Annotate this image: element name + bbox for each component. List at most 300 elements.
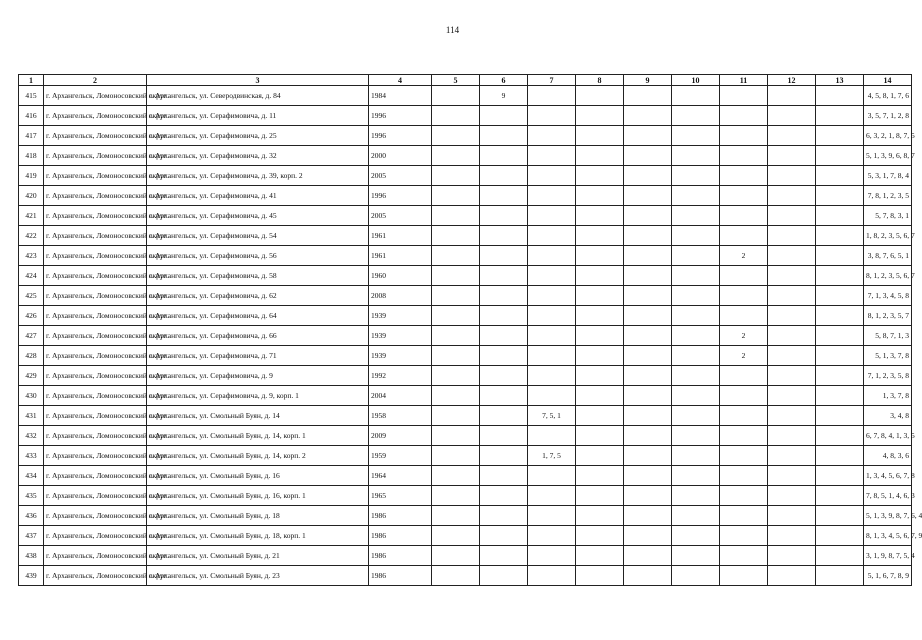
col12-cell <box>768 226 816 246</box>
col8-cell <box>576 246 624 266</box>
column-header-8: 8 <box>576 75 624 86</box>
col5-cell <box>432 526 480 546</box>
column-header-3: 3 <box>147 75 369 86</box>
address-cell: г. Архангельск, ул. Серафимовича, д. 25 <box>147 126 369 146</box>
column-header-11: 11 <box>720 75 768 86</box>
col9-cell <box>624 226 672 246</box>
column-header-7: 7 <box>528 75 576 86</box>
col12-cell <box>768 106 816 126</box>
col10-cell <box>672 306 720 326</box>
year-cell: 2004 <box>369 386 432 406</box>
address-cell: г. Архангельск, ул. Серафимовича, д. 41 <box>147 186 369 206</box>
address-cell: г. Архангельск, ул. Серафимовича, д. 9, корп. 1 <box>147 386 369 406</box>
row-number-cell: 430 <box>19 386 44 406</box>
col12-cell <box>768 206 816 226</box>
col12-cell <box>768 426 816 446</box>
row-number-cell: 428 <box>19 346 44 366</box>
col10-cell <box>672 126 720 146</box>
col13-cell <box>816 426 864 446</box>
col12-cell <box>768 186 816 206</box>
col11-cell <box>720 286 768 306</box>
col14-cell: 8, 1, 2, 3, 5, 6, 7 <box>864 266 912 286</box>
table-row <box>19 406 912 426</box>
col6-cell <box>480 186 528 206</box>
col13-cell <box>816 366 864 386</box>
table-row <box>19 146 912 166</box>
col12-cell <box>768 526 816 546</box>
col6-cell <box>480 246 528 266</box>
col12-cell <box>768 246 816 266</box>
col14-cell: 1, 3, 7, 8 <box>864 386 912 406</box>
district-cell: г. Архангельск, Ломоносовский округ <box>44 486 147 506</box>
address-cell: г. Архангельск, ул. Серафимовича, д. 11 <box>147 106 369 126</box>
table-row <box>19 326 912 346</box>
col5-cell <box>432 186 480 206</box>
row-number-cell: 424 <box>19 266 44 286</box>
col10-cell <box>672 566 720 586</box>
col13-cell <box>816 466 864 486</box>
col11-cell: 2 <box>720 246 768 266</box>
col13-cell <box>816 146 864 166</box>
address-cell: г. Архангельск, ул. Смольный Буян, д. 18 <box>147 506 369 526</box>
col9-cell <box>624 546 672 566</box>
col10-cell <box>672 166 720 186</box>
col12-cell <box>768 266 816 286</box>
col5-cell <box>432 566 480 586</box>
col6-cell <box>480 426 528 446</box>
col9-cell <box>624 526 672 546</box>
col8-cell <box>576 506 624 526</box>
col6-cell <box>480 286 528 306</box>
col8-cell <box>576 566 624 586</box>
col7-cell: 7, 5, 1 <box>528 406 576 426</box>
row-number-cell: 417 <box>19 126 44 146</box>
row-number-cell: 431 <box>19 406 44 426</box>
col11-cell <box>720 186 768 206</box>
col14-cell: 6, 7, 8, 4, 1, 3, 5 <box>864 426 912 446</box>
registry-table <box>18 74 922 586</box>
district-cell: г. Архангельск, Ломоносовский округ <box>44 166 147 186</box>
col13-cell <box>816 566 864 586</box>
col7-cell <box>528 206 576 226</box>
col11-cell <box>720 506 768 526</box>
year-cell: 1939 <box>369 306 432 326</box>
table-row <box>19 306 912 326</box>
district-cell: г. Архангельск, Ломоносовский округ <box>44 226 147 246</box>
table-row <box>19 526 912 546</box>
address-cell: г. Архангельск, ул. Серафимовича, д. 66 <box>147 326 369 346</box>
col11-cell: 2 <box>720 346 768 366</box>
district-cell: г. Архангельск, Ломоносовский округ <box>44 366 147 386</box>
col14-cell: 5, 8, 7, 1, 3 <box>864 326 912 346</box>
year-cell: 1960 <box>369 266 432 286</box>
col8-cell <box>576 426 624 446</box>
row-number-cell: 420 <box>19 186 44 206</box>
col12-cell <box>768 506 816 526</box>
col13-cell <box>816 406 864 426</box>
col5-cell <box>432 166 480 186</box>
col9-cell <box>624 366 672 386</box>
col14-cell: 7, 8, 5, 1, 4, 6, 3 <box>864 486 912 506</box>
col8-cell <box>576 186 624 206</box>
col10-cell <box>672 86 720 106</box>
col14-cell: 8, 1, 3, 4, 5, 6, 7, 9 <box>864 526 912 546</box>
col10-cell <box>672 486 720 506</box>
col12-cell <box>768 126 816 146</box>
col13-cell <box>816 226 864 246</box>
col13-cell <box>816 266 864 286</box>
col11-cell <box>720 166 768 186</box>
table-row <box>19 506 912 526</box>
column-header-5: 5 <box>432 75 480 86</box>
address-cell: г. Архангельск, ул. Смольный Буян, д. 14 <box>147 406 369 426</box>
year-cell: 2000 <box>369 146 432 166</box>
address-cell: г. Архангельск, ул. Серафимовича, д. 39, корп. 2 <box>147 166 369 186</box>
address-cell: г. Архангельск, ул. Смольный Буян, д. 16, корп. 1 <box>147 486 369 506</box>
row-number-cell: 437 <box>19 526 44 546</box>
col6-cell <box>480 486 528 506</box>
address-cell: г. Архангельск, ул. Смольный Буян, д. 23 <box>147 566 369 586</box>
district-cell: г. Архангельск, Ломоносовский округ <box>44 446 147 466</box>
table-row <box>19 346 912 366</box>
col11-cell <box>720 126 768 146</box>
col8-cell <box>576 286 624 306</box>
district-cell: г. Архангельск, Ломоносовский округ <box>44 386 147 406</box>
column-header-12: 12 <box>768 75 816 86</box>
col10-cell <box>672 266 720 286</box>
district-cell: г. Архангельск, Ломоносовский округ <box>44 126 147 146</box>
col14-cell: 3, 4, 8 <box>864 406 912 426</box>
col6-cell <box>480 346 528 366</box>
col9-cell <box>624 126 672 146</box>
col13-cell <box>816 346 864 366</box>
col10-cell <box>672 286 720 306</box>
district-cell: г. Архангельск, Ломоносовский округ <box>44 246 147 266</box>
row-number-cell: 418 <box>19 146 44 166</box>
col9-cell <box>624 346 672 366</box>
col5-cell <box>432 326 480 346</box>
col6-cell <box>480 446 528 466</box>
col6-cell <box>480 506 528 526</box>
col5-cell <box>432 146 480 166</box>
year-cell: 1939 <box>369 326 432 346</box>
col8-cell <box>576 526 624 546</box>
table-row <box>19 126 912 146</box>
year-cell: 2009 <box>369 426 432 446</box>
row-number-cell: 436 <box>19 506 44 526</box>
col6-cell <box>480 226 528 246</box>
col6-cell <box>480 366 528 386</box>
col12-cell <box>768 146 816 166</box>
district-cell: г. Архангельск, Ломоносовский округ <box>44 266 147 286</box>
district-cell: г. Архангельск, Ломоносовский округ <box>44 186 147 206</box>
col10-cell <box>672 406 720 426</box>
page-number: 114 <box>445 25 460 35</box>
row-number-cell: 429 <box>19 366 44 386</box>
district-cell: г. Архангельск, Ломоносовский округ <box>44 346 147 366</box>
col7-cell <box>528 426 576 446</box>
col6-cell <box>480 326 528 346</box>
col5-cell <box>432 226 480 246</box>
table-row <box>19 266 912 286</box>
year-cell: 1961 <box>369 226 432 246</box>
year-cell: 1939 <box>369 346 432 366</box>
col12-cell <box>768 166 816 186</box>
address-cell: г. Архангельск, ул. Серафимовича, д. 62 <box>147 286 369 306</box>
row-number-cell: 423 <box>19 246 44 266</box>
col10-cell <box>672 526 720 546</box>
col11-cell <box>720 106 768 126</box>
col9-cell <box>624 566 672 586</box>
col7-cell <box>528 506 576 526</box>
col11-cell <box>720 426 768 446</box>
address-cell: г. Архангельск, ул. Серафимовича, д. 56 <box>147 246 369 266</box>
col12-cell <box>768 546 816 566</box>
table-row <box>19 166 912 186</box>
col12-cell <box>768 306 816 326</box>
row-number-cell: 416 <box>19 106 44 126</box>
district-cell: г. Архангельск, Ломоносовский округ <box>44 326 147 346</box>
col9-cell <box>624 146 672 166</box>
col14-cell: 5, 3, 1, 7, 8, 4 <box>864 166 912 186</box>
col8-cell <box>576 126 624 146</box>
col12-cell <box>768 446 816 466</box>
col7-cell <box>528 266 576 286</box>
year-cell: 1986 <box>369 526 432 546</box>
col10-cell <box>672 386 720 406</box>
col9-cell <box>624 246 672 266</box>
table-row <box>19 426 912 446</box>
col7-cell <box>528 146 576 166</box>
col7-cell <box>528 306 576 326</box>
district-cell: г. Архангельск, Ломоносовский округ <box>44 406 147 426</box>
col14-cell: 7, 1, 3, 4, 5, 8 <box>864 286 912 306</box>
col10-cell <box>672 226 720 246</box>
col8-cell <box>576 386 624 406</box>
col5-cell <box>432 86 480 106</box>
address-cell: г. Архангельск, ул. Серафимовича, д. 58 <box>147 266 369 286</box>
col12-cell <box>768 366 816 386</box>
year-cell: 1986 <box>369 506 432 526</box>
col10-cell <box>672 506 720 526</box>
col9-cell <box>624 326 672 346</box>
col11-cell <box>720 466 768 486</box>
col7-cell <box>528 186 576 206</box>
col14-cell: 4, 5, 8, 1, 7, 6 <box>864 86 912 106</box>
address-cell: г. Архангельск, ул. Смольный Буян, д. 14, корп. 2 <box>147 446 369 466</box>
district-cell: г. Архангельск, Ломоносовский округ <box>44 526 147 546</box>
col11-cell <box>720 446 768 466</box>
col9-cell <box>624 486 672 506</box>
col13-cell <box>816 186 864 206</box>
col14-cell: 1, 8, 2, 3, 5, 6, 7 <box>864 226 912 246</box>
table-row <box>19 186 912 206</box>
row-number-cell: 427 <box>19 326 44 346</box>
row-number-cell: 434 <box>19 466 44 486</box>
table-row <box>19 546 912 566</box>
district-cell: г. Архангельск, Ломоносовский округ <box>44 566 147 586</box>
address-cell: г. Архангельск, ул. Смольный Буян, д. 21 <box>147 546 369 566</box>
col12-cell <box>768 346 816 366</box>
table-row <box>19 466 912 486</box>
address-cell: г. Архангельск, ул. Серафимовича, д. 54 <box>147 226 369 246</box>
year-cell: 2005 <box>369 206 432 226</box>
table-row <box>19 446 912 466</box>
table-row <box>19 566 912 586</box>
column-header-2: 2 <box>44 75 147 86</box>
year-cell: 2008 <box>369 286 432 306</box>
address-cell: г. Архангельск, ул. Северодвинская, д. 84 <box>147 86 369 106</box>
district-cell: г. Архангельск, Ломоносовский округ <box>44 286 147 306</box>
col14-cell: 5, 7, 8, 3, 1 <box>864 206 912 226</box>
col12-cell <box>768 86 816 106</box>
col10-cell <box>672 106 720 126</box>
col6-cell <box>480 386 528 406</box>
col13-cell <box>816 166 864 186</box>
col11-cell <box>720 486 768 506</box>
col13-cell <box>816 526 864 546</box>
col13-cell <box>816 106 864 126</box>
col8-cell <box>576 486 624 506</box>
col13-cell <box>816 286 864 306</box>
col11-cell <box>720 306 768 326</box>
year-cell: 1996 <box>369 106 432 126</box>
col5-cell <box>432 306 480 326</box>
column-header-4: 4 <box>369 75 432 86</box>
col12-cell <box>768 326 816 346</box>
row-number-cell: 415 <box>19 86 44 106</box>
col7-cell <box>528 466 576 486</box>
year-cell: 1959 <box>369 446 432 466</box>
column-header-9: 9 <box>624 75 672 86</box>
col7-cell <box>528 546 576 566</box>
year-cell: 1984 <box>369 86 432 106</box>
col14-cell: 3, 5, 7, 1, 2, 8 <box>864 106 912 126</box>
col9-cell <box>624 446 672 466</box>
col5-cell <box>432 546 480 566</box>
col9-cell <box>624 186 672 206</box>
col9-cell <box>624 306 672 326</box>
district-cell: г. Архангельск, Ломоносовский округ <box>44 86 147 106</box>
col13-cell <box>816 446 864 466</box>
row-number-cell: 426 <box>19 306 44 326</box>
col8-cell <box>576 266 624 286</box>
col11-cell <box>720 366 768 386</box>
col13-cell <box>816 386 864 406</box>
col13-cell <box>816 306 864 326</box>
col8-cell <box>576 346 624 366</box>
row-number-cell: 433 <box>19 446 44 466</box>
col5-cell <box>432 266 480 286</box>
col13-cell <box>816 546 864 566</box>
col7-cell <box>528 346 576 366</box>
col14-cell: 3, 8, 7, 6, 5, 1 <box>864 246 912 266</box>
col8-cell <box>576 306 624 326</box>
address-cell: г. Архангельск, ул. Серафимовича, д. 71 <box>147 346 369 366</box>
col9-cell <box>624 166 672 186</box>
address-cell: г. Архангельск, ул. Серафимовича, д. 9 <box>147 366 369 386</box>
col5-cell <box>432 286 480 306</box>
col11-cell <box>720 266 768 286</box>
col7-cell <box>528 526 576 546</box>
col13-cell <box>816 326 864 346</box>
col5-cell <box>432 206 480 226</box>
year-cell: 1986 <box>369 546 432 566</box>
column-header-13: 13 <box>816 75 864 86</box>
col12-cell <box>768 566 816 586</box>
row-number-cell: 421 <box>19 206 44 226</box>
col14-cell: 3, 1, 9, 8, 7, 5, 4 <box>864 546 912 566</box>
col13-cell <box>816 86 864 106</box>
col6-cell <box>480 566 528 586</box>
district-cell: г. Архангельск, Ломоносовский округ <box>44 546 147 566</box>
col12-cell <box>768 386 816 406</box>
table-row <box>19 106 912 126</box>
col13-cell <box>816 506 864 526</box>
address-cell: г. Архангельск, ул. Серафимовича, д. 32 <box>147 146 369 166</box>
col11-cell: 2 <box>720 326 768 346</box>
row-number-cell: 425 <box>19 286 44 306</box>
table-row <box>19 386 912 406</box>
col9-cell <box>624 466 672 486</box>
col14-cell: 1, 3, 4, 5, 6, 7, 8 <box>864 466 912 486</box>
col12-cell <box>768 466 816 486</box>
col5-cell <box>432 506 480 526</box>
col6-cell <box>480 306 528 326</box>
address-cell: г. Архангельск, ул. Смольный Буян, д. 18, корп. 1 <box>147 526 369 546</box>
col12-cell <box>768 406 816 426</box>
col9-cell <box>624 106 672 126</box>
table-row <box>19 226 912 246</box>
col10-cell <box>672 146 720 166</box>
col11-cell <box>720 86 768 106</box>
col14-cell: 8, 1, 2, 3, 5, 7 <box>864 306 912 326</box>
col12-cell <box>768 486 816 506</box>
col11-cell <box>720 386 768 406</box>
col9-cell <box>624 386 672 406</box>
col6-cell: 9 <box>480 86 528 106</box>
col6-cell <box>480 206 528 226</box>
col6-cell <box>480 546 528 566</box>
col7-cell <box>528 326 576 346</box>
col14-cell: 4, 8, 3, 6 <box>864 446 912 466</box>
col6-cell <box>480 166 528 186</box>
col14-cell: 5, 1, 3, 9, 8, 7, 6, 4 <box>864 506 912 526</box>
row-number-cell: 422 <box>19 226 44 246</box>
col13-cell <box>816 486 864 506</box>
year-cell: 2005 <box>369 166 432 186</box>
table-row <box>19 246 912 266</box>
col9-cell <box>624 86 672 106</box>
col10-cell <box>672 446 720 466</box>
col8-cell <box>576 466 624 486</box>
col7-cell <box>528 226 576 246</box>
row-number-cell: 435 <box>19 486 44 506</box>
col10-cell <box>672 466 720 486</box>
col6-cell <box>480 406 528 426</box>
col7-cell <box>528 86 576 106</box>
row-number-cell: 438 <box>19 546 44 566</box>
col6-cell <box>480 526 528 546</box>
col9-cell <box>624 206 672 226</box>
year-cell: 1964 <box>369 466 432 486</box>
col9-cell <box>624 266 672 286</box>
col6-cell <box>480 466 528 486</box>
col7-cell <box>528 166 576 186</box>
col11-cell <box>720 206 768 226</box>
col12-cell <box>768 286 816 306</box>
col8-cell <box>576 546 624 566</box>
